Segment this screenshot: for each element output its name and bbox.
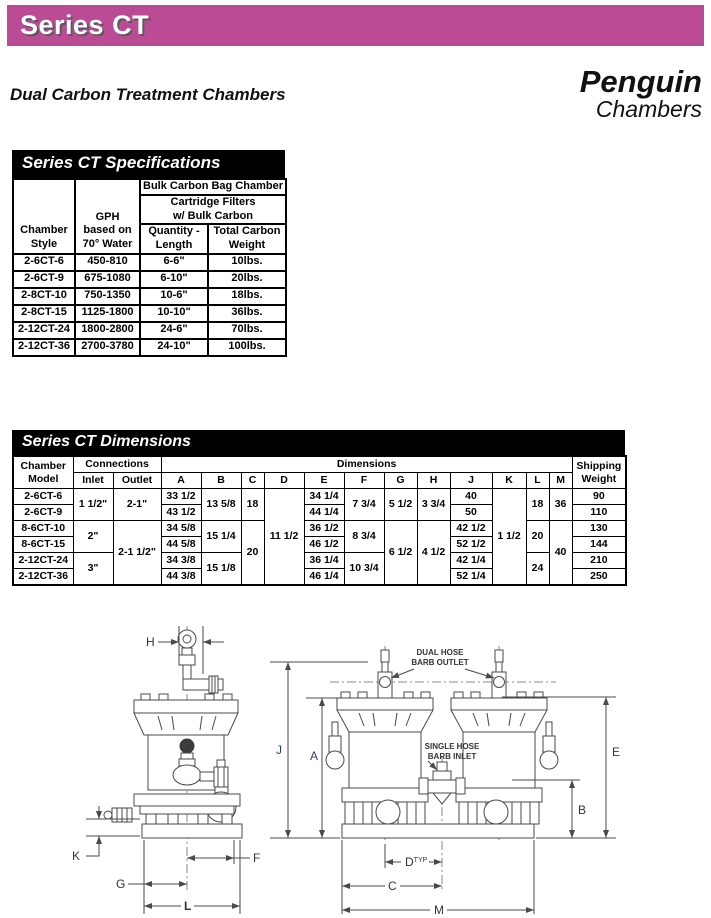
brand-name: Penguin	[579, 64, 702, 99]
dim-header-row	[13, 473, 626, 489]
dim-cell: 52 1/2	[450, 537, 492, 553]
spec-header-chamber-style: Chamber Style	[13, 179, 75, 254]
dim-cell: 15 1/8	[201, 553, 241, 586]
dim-label-g: G	[116, 877, 126, 891]
spec-cell: 1800-2800	[75, 322, 140, 339]
dim-label-e: E	[612, 745, 621, 759]
spec-cell: 2-12CT-36	[13, 339, 75, 356]
dim-cell: 11 1/2	[264, 489, 304, 586]
dim-cell: 2-1"	[113, 489, 161, 521]
dim-cell: 210	[572, 553, 626, 569]
spec-cell: 70lbs.	[208, 322, 286, 339]
dim-header-col: D	[264, 473, 304, 489]
dim-cell: 40	[450, 489, 492, 505]
dim-cell: 42 1/2	[450, 521, 492, 537]
dim-cell: 44 1/4	[304, 505, 344, 521]
dim-table	[12, 455, 627, 586]
spec-cell: 2-6CT-6	[13, 254, 75, 271]
spec-cell: 750-1350	[75, 288, 140, 305]
spec-cell: 2-8CT-10	[13, 288, 75, 305]
dim-cell: 7 3/4	[344, 489, 384, 521]
spec-table-title: Series CT Specifications	[12, 150, 285, 178]
dim-header-dimensions: Dimensions	[161, 456, 572, 473]
dim-table-title: Series CT Dimensions	[12, 430, 625, 455]
dim-cell: 33 1/2	[161, 489, 201, 505]
spec-data-row	[13, 271, 286, 288]
dim-label-c: C	[388, 879, 397, 893]
dim-cell: 2-6CT-6	[13, 489, 73, 505]
dim-cell: 110	[572, 505, 626, 521]
spec-table-section	[12, 150, 285, 357]
dim-cell: 36 1/2	[304, 521, 344, 537]
svg-text:DUAL HOSE: DUAL HOSE	[416, 648, 464, 657]
brand-block	[580, 66, 702, 121]
spec-data-row	[13, 339, 286, 356]
dim-table-section	[12, 430, 625, 586]
dim-data-row	[13, 489, 626, 505]
dim-cell: 24	[526, 553, 549, 586]
dim-cell: 8 3/4	[344, 521, 384, 553]
dim-cell: 3 3/4	[417, 489, 450, 521]
dim-cell: 6 1/2	[384, 521, 417, 586]
dim-header-row	[13, 456, 626, 473]
callout-dual-outlet	[391, 648, 494, 678]
spec-cell: 10-10"	[140, 305, 208, 322]
dim-header-col: Inlet	[73, 473, 113, 489]
dim-cell: 36 1/4	[304, 553, 344, 569]
dim-cell: 44 3/8	[161, 569, 201, 586]
banner-title: Series CT	[20, 10, 150, 40]
page-subtitle: Dual Carbon Treatment Chambers	[10, 85, 286, 104]
dim-cell: 2-6CT-9	[13, 505, 73, 521]
spec-header-gph: GPH based on 70° Water	[75, 179, 140, 254]
dim-label-d: $D^{TYP}$	[405, 855, 428, 869]
spec-cell: 100lbs.	[208, 339, 286, 356]
dim-cell: 5 1/2	[384, 489, 417, 521]
dim-cell: 18	[241, 489, 264, 521]
dim-header-col: K	[492, 473, 526, 489]
dim-cell: 46 1/4	[304, 569, 344, 586]
spec-cell: 6-10"	[140, 271, 208, 288]
dim-cell: 10 3/4	[344, 553, 384, 586]
dim-header-col: E	[304, 473, 344, 489]
dim-cell: 4 1/2	[417, 521, 450, 586]
dim-cell: 46 1/2	[304, 537, 344, 553]
spec-header-quantity-length: Quantity - Length	[140, 224, 208, 254]
spec-cell: 2-6CT-9	[13, 271, 75, 288]
dim-cell: 42 1/4	[450, 553, 492, 569]
spec-cell: 450-810	[75, 254, 140, 271]
dim-header-col: M	[549, 473, 572, 489]
spec-cell: 36lbs.	[208, 305, 286, 322]
dim-cell: 1 1/2"	[73, 489, 113, 521]
dim-header-col: F	[344, 473, 384, 489]
dim-cell: 18	[526, 489, 549, 521]
dim-header-col: J	[450, 473, 492, 489]
dim-label-f: F	[253, 851, 261, 865]
spec-cell: 10-6"	[140, 288, 208, 305]
spec-cell: 6-6"	[140, 254, 208, 271]
brand-sub: Chambers	[595, 95, 702, 122]
spec-cell: 24-6"	[140, 322, 208, 339]
dim-header-col: Outlet	[113, 473, 161, 489]
dim-cell: 8-6CT-15	[13, 537, 73, 553]
dim-data-row	[13, 521, 626, 537]
spec-cell: 2700-3780	[75, 339, 140, 356]
dim-cell: 52 1/4	[450, 569, 492, 586]
dim-cell: 43 1/2	[161, 505, 201, 521]
dim-cell: 34 5/8	[161, 521, 201, 537]
left-chamber-drawing	[72, 626, 260, 914]
dim-cell: 34 1/4	[304, 489, 344, 505]
spec-header-bulk-chamber: Bulk Carbon Bag Chamber	[140, 179, 286, 195]
spec-table	[12, 178, 287, 357]
dim-header-col: C	[241, 473, 264, 489]
dim-header-chamber-model: Chamber Model	[13, 456, 73, 489]
spec-data-row	[13, 254, 286, 271]
dim-header-col: A	[161, 473, 201, 489]
spec-data-row	[13, 288, 286, 305]
dim-header-col: L	[526, 473, 549, 489]
dim-cell: 250	[572, 569, 626, 586]
technical-drawing	[0, 618, 711, 918]
dim-cell: 36	[549, 489, 572, 521]
svg-text:BARB OUTLET: BARB OUTLET	[411, 658, 469, 667]
dim-cell: 2"	[73, 521, 113, 553]
dim-cell: 15 1/4	[201, 521, 241, 553]
dim-data-row	[13, 553, 626, 569]
dim-cell: 44 5/8	[161, 537, 201, 553]
series-banner	[7, 5, 704, 46]
dim-cell: 90	[572, 489, 626, 505]
dim-cell: 40	[549, 521, 572, 586]
dim-label-l: L	[184, 899, 192, 913]
dim-cell: 2-1 1/2"	[113, 521, 161, 586]
dim-label-h: H	[146, 635, 155, 649]
dim-header-col: H	[417, 473, 450, 489]
spec-header-total-weight: Total Carbon Weight	[208, 224, 286, 254]
spec-cell: 20lbs.	[208, 271, 286, 288]
spec-header-row	[13, 179, 286, 195]
dim-cell: 130	[572, 521, 626, 537]
spec-cell: 2-12CT-24	[13, 322, 75, 339]
dim-header-col: B	[201, 473, 241, 489]
dim-header-col: G	[384, 473, 417, 489]
dim-label-a: A	[310, 749, 319, 763]
dim-cell: 50	[450, 505, 492, 521]
spec-cell: 2-8CT-15	[13, 305, 75, 322]
svg-text:SINGLE HOSE: SINGLE HOSE	[424, 742, 480, 751]
dim-label-j: J	[276, 743, 282, 757]
dim-cell: 20	[526, 521, 549, 553]
spec-cell: 24-10"	[140, 339, 208, 356]
spec-data-row	[13, 305, 286, 322]
dim-cell: 3"	[73, 553, 113, 586]
dim-label-b: B	[578, 803, 587, 817]
spec-cell: 675-1080	[75, 271, 140, 288]
dim-label-k: K	[72, 849, 81, 863]
dim-header-shipping-weight: Shipping Weight	[572, 456, 626, 489]
dim-cell: 2-12CT-36	[13, 569, 73, 586]
spec-cell: 1125-1800	[75, 305, 140, 322]
spec-data-row	[13, 322, 286, 339]
right-chamber-drawing	[270, 646, 620, 917]
dim-cell: 13 5/8	[201, 489, 241, 521]
svg-text:BARB INLET: BARB INLET	[427, 752, 477, 761]
dim-cell: 144	[572, 537, 626, 553]
dim-header-connections: Connections	[73, 456, 161, 473]
dim-cell: 34 3/8	[161, 553, 201, 569]
spec-cell: 10lbs.	[208, 254, 286, 271]
spec-header-cartridge: Cartridge Filters w/ Bulk Carbon	[140, 195, 286, 225]
dim-cell: 20	[241, 521, 264, 586]
dim-cell: 2-12CT-24	[13, 553, 73, 569]
dim-label-m: M	[434, 903, 444, 917]
dim-cell: 1 1/2	[492, 489, 526, 586]
dim-cell: 8-6CT-10	[13, 521, 73, 537]
spec-cell: 18lbs.	[208, 288, 286, 305]
